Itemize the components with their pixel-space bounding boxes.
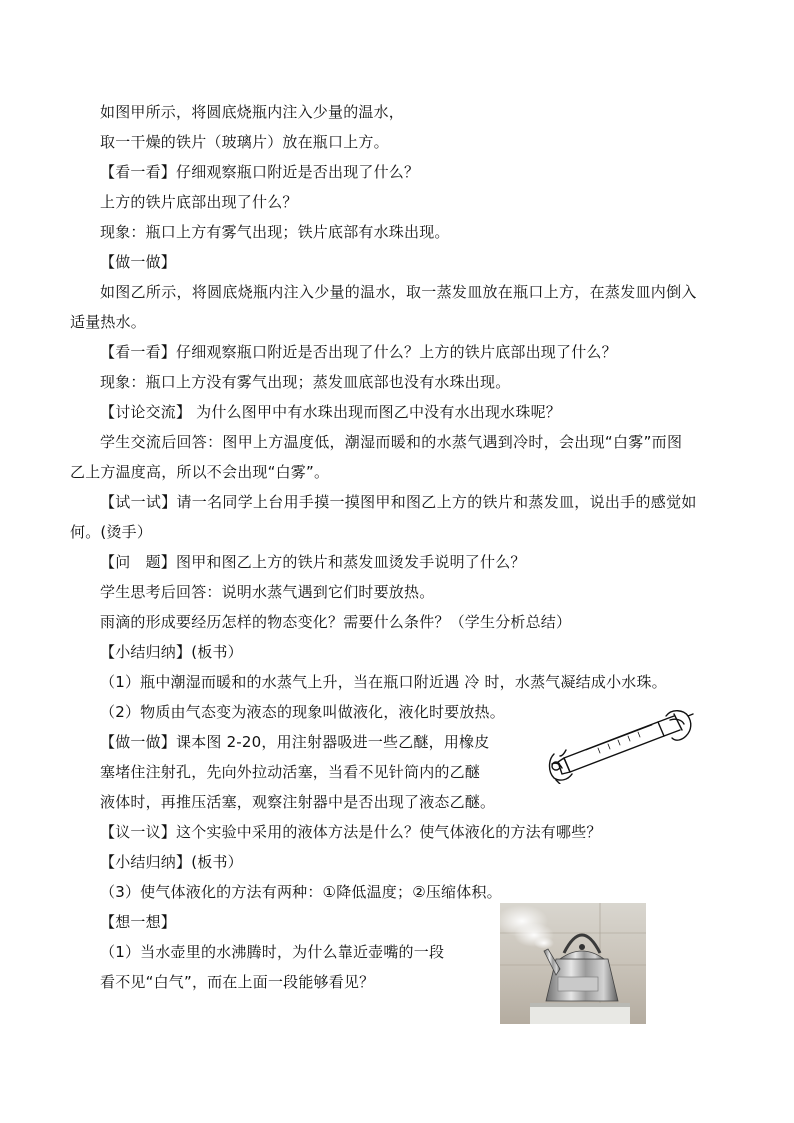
text-line-12: 学生交流后回答：图甲上方温度低，潮湿而暖和的水蒸气遇到冷时，会出现“白雾”而图 [100, 433, 683, 451]
text-line-5: 现象：瓶口上方有雾气出现；铁片底部有水珠出现。 [100, 223, 450, 241]
text-line-11: 【讨论交流】 为什么图甲中有水珠出现而图乙中没有水出现水珠呢？ [100, 403, 561, 421]
text-line-16: 【问 题】图甲和图乙上方的铁片和蒸发皿烫发手说明了什么？ [100, 553, 526, 571]
text-line-15: 何。(烫手） [70, 523, 153, 541]
text-line-22: 【做一做】课本图 2-20，用注射器吸进一些乙醚，用橡皮 [100, 733, 490, 751]
text-line-28: 【想一想】 [100, 913, 177, 931]
text-line-1: 如图甲所示，将圆底烧瓶内注入少量的温水， [100, 103, 405, 121]
text-line-10: 现象：瓶口上方没有雾气出现；蒸发皿底部也没有水珠出现。 [100, 373, 511, 391]
text-line-9: 【看一看】仔细观察瓶口附近是否出现了什么？上方的铁片底部出现了什么？ [100, 343, 617, 361]
text-line-19: 【小结归纳】(板书） [100, 643, 243, 661]
syringe-drawing [546, 708, 694, 784]
text-line-8: 适量热水。 [70, 313, 147, 331]
text-line-24: 液体时，再推压活塞，观察注射器中是否出现了液态乙醚。 [100, 793, 496, 811]
text-line-20: （1）瓶中潮湿而暖和的水蒸气上升，当在瓶口附近遇 冷 时，水蒸气凝结成小水珠。 [100, 673, 667, 691]
text-line-29: （1）当水壶里的水沸腾时，为什么靠近壶嘴的一段 [100, 943, 445, 961]
text-line-2: 取一干燥的铁片（玻璃片）放在瓶口上方。 [100, 133, 389, 151]
text-line-23: 塞堵住注射孔，先向外拉动活塞，当看不见针筒内的乙醚 [100, 763, 481, 781]
text-line-7: 如图乙所示，将圆底烧瓶内注入少量的温水，取一蒸发皿放在瓶口上方，在蒸发皿内倒入 [100, 283, 697, 301]
text-line-4: 上方的铁片底部出现了什么？ [100, 193, 298, 211]
text-line-25: 【议一议】这个实验中采用的液体方法是什么？使气体液化的方法有哪些？ [100, 823, 602, 841]
kettle-photo [500, 903, 646, 1024]
text-line-13: 乙上方温度高，所以不会出现“白雾”。 [70, 463, 330, 481]
text-line-18: 雨滴的形成要经历怎样的物态变化？需要什么条件？（学生分析总结） [100, 613, 572, 631]
text-line-21: （2）物质由气态变为液态的现象叫做液化，液化时要放热。 [100, 703, 505, 721]
text-line-30: 看不见“白气”，而在上面一段能够看见？ [100, 973, 375, 991]
text-line-3: 【看一看】仔细观察瓶口附近是否出现了什么？ [100, 163, 420, 181]
text-line-27: （3）使气体液化的方法有两种：①降低温度；②压缩体积。 [100, 883, 502, 901]
text-line-14: 【试一试】请一名同学上台用手摸一摸图甲和图乙上方的铁片和蒸发皿，说出手的感觉如 [100, 493, 697, 511]
text-line-6: 【做一做】 [100, 253, 177, 271]
text-line-26: 【小结归纳】(板书） [100, 853, 243, 871]
text-line-17: 学生思考后回答：说明水蒸气遇到它们时要放热。 [100, 583, 435, 601]
